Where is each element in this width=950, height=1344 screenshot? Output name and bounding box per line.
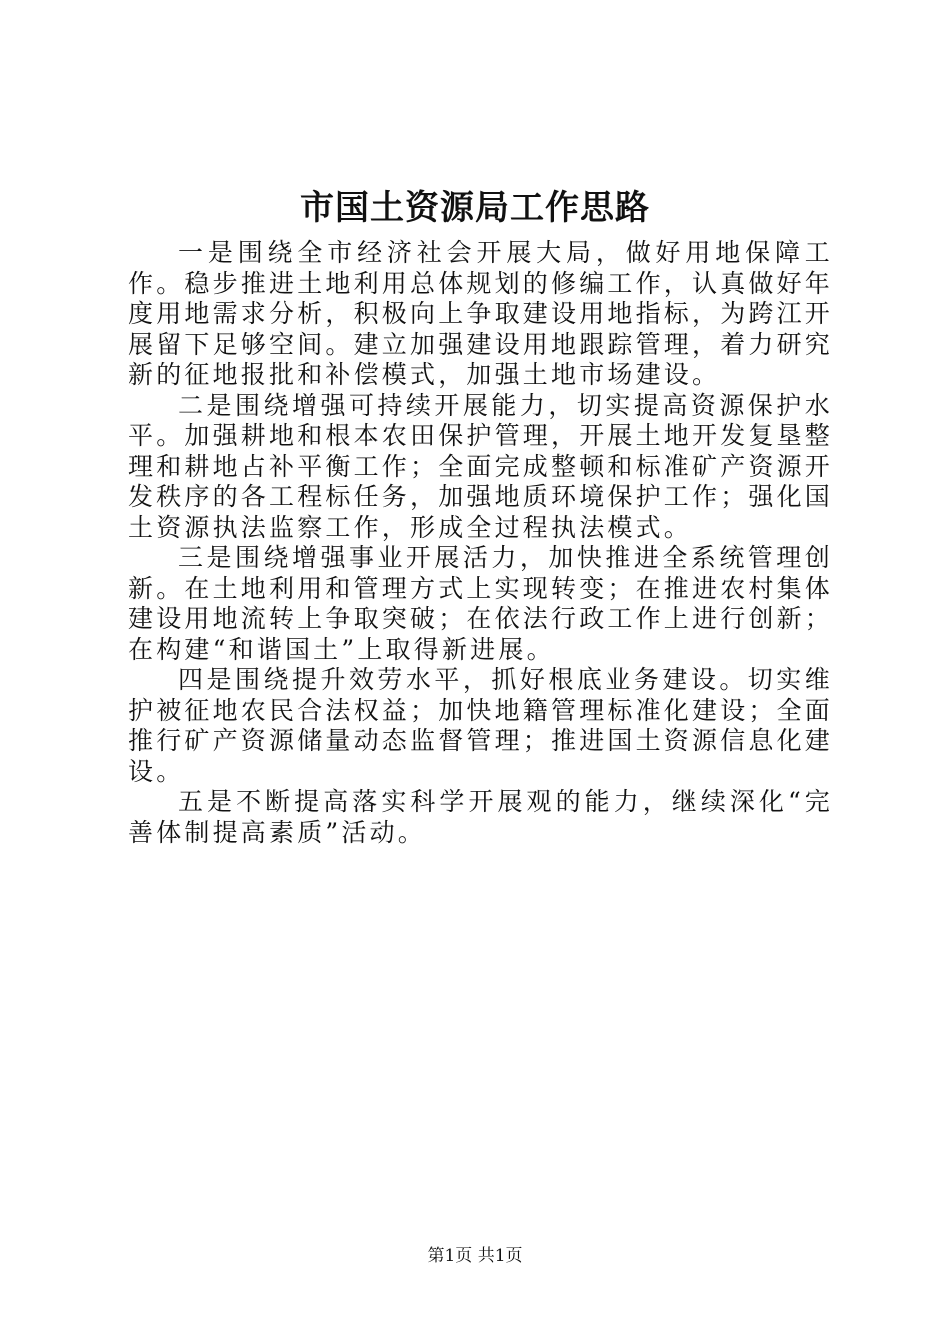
document-body — [128, 238, 833, 848]
page-footer: 第1页 共1页 — [427, 1246, 523, 1266]
paragraph-1: 一是围绕全市经济社会开展大局，做好用地保障工作。稳步推进土地利用总体规划的修编工作，认真做好年度用地需求分析，积极向上争取建设用地指标，为跨江开展留下足够空间。建立加强建设用地跟踪管理，着力研究新的征地报批和补偿模式，加强土地市场建设。 — [128, 238, 834, 389]
document-title: 市国土资源局工作思路 — [300, 188, 650, 228]
paragraph-5: 五是不断提高落实科学开展观的能力，继续深化“完善体制提高素质”活动。 — [128, 787, 833, 847]
paragraph-3: 三是围绕增强事业开展活力，加快推进全系统管理创新。在土地利用和管理方式上实现转变；在推进农村集体建设用地流转上争取突破；在依法行政工作上进行创新；在构建“和谐国土”上取得新进展。 — [128, 543, 834, 664]
paragraph-4: 四是围绕提升效劳水平，抓好根底业务建设。切实维护被征地农民合法权益；加快地籍管理标准化建设；全面推行矿产资源储量动态监督管理；推进国土资源信息化建设。 — [128, 665, 834, 786]
paragraph-2: 二是围绕增强可持续开展能力，切实提高资源保护水平。加强耕地和根本农田保护管理，开展土地开发复垦整理和耕地占补平衡工作；全面完成整顿和标准矿产资源开发秩序的各工程标任务，加强地质环境保护工作；强化国土资源执法监察工作，形成全过程执法模式。 — [128, 390, 834, 542]
